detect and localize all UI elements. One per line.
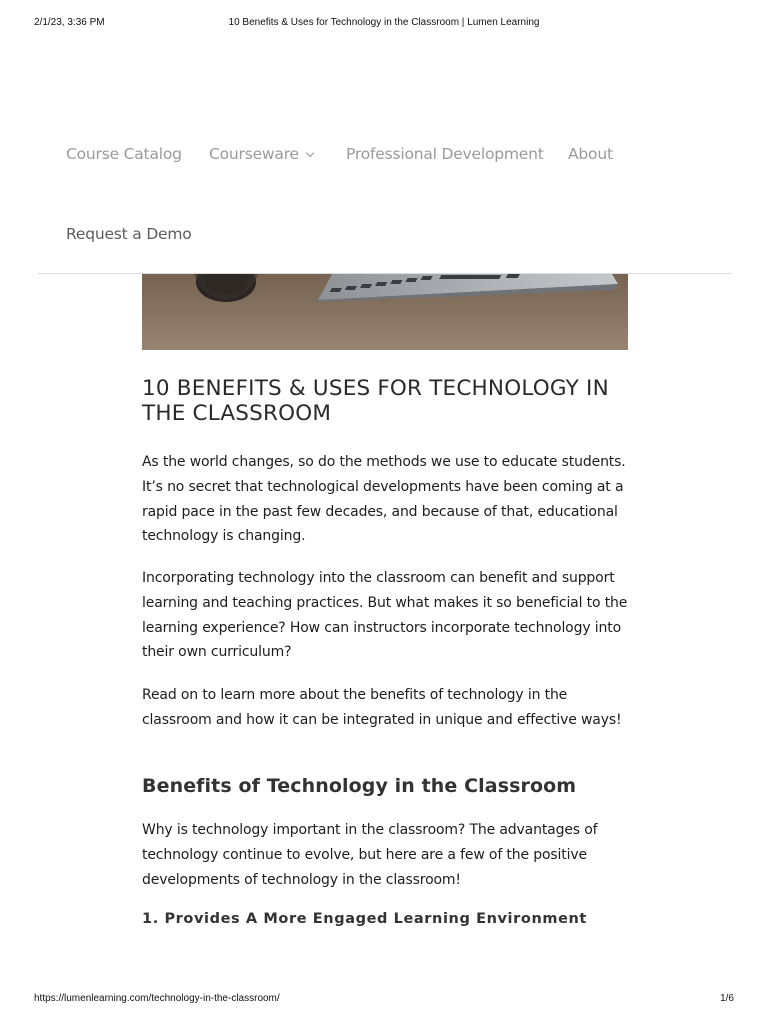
laptop-and-mug-photo bbox=[142, 274, 628, 350]
chevron-down-icon bbox=[306, 149, 314, 157]
print-url: https://lumenlearning.com/technology-in-the-classroom/ bbox=[34, 993, 280, 1004]
article-paragraph-1: As the world changes, so do the methods we use to educate students. It’s no secret that technological developments have been coming at a rapid pace in the past few decades, and because of that, educational technology is changing. bbox=[142, 454, 626, 545]
nav-link-about[interactable]: About bbox=[568, 145, 613, 163]
article-paragraph-3: Read on to learn more about the benefits of technology in the classroom and how it can be integrated in unique and effective ways! bbox=[142, 687, 622, 728]
section-heading: Benefits of Technology in the Classroom bbox=[142, 775, 577, 797]
print-page-number: 1/6 bbox=[720, 993, 734, 1004]
article-title: 10 BENEFITS & USES FOR TECHNOLOGY IN THE CLASSROOM bbox=[142, 376, 609, 426]
nav-link-request-demo[interactable]: Request a Demo bbox=[66, 225, 192, 243]
list-heading: 1. Provides A More Engaged Learning Environment bbox=[142, 911, 587, 927]
main-navigation bbox=[38, 100, 732, 274]
print-document-title: 10 Benefits & Uses for Technology in the Classroom | Lumen Learning bbox=[228, 17, 540, 28]
article bbox=[142, 376, 628, 927]
print-header bbox=[0, 17, 768, 31]
nav-courseware-label: Courseware bbox=[209, 145, 299, 163]
nav-link-courseware[interactable] bbox=[209, 145, 313, 163]
nav-link-professional-development[interactable]: Professional Development bbox=[346, 145, 544, 163]
section-paragraph: Why is technology important in the classroom? The advantages of technology continue to evolve, but here are a few of the positive developments of technology in the classroom! bbox=[142, 822, 598, 888]
article-paragraph-2: Incorporating technology into the classroom can benefit and support learning and teaching practices. But what makes it so beneficial to the learning experience? How can instructors incorporate technology into their own curriculum? bbox=[142, 570, 628, 661]
hero-image bbox=[142, 274, 628, 350]
nav-link-course-catalog[interactable]: Course Catalog bbox=[66, 145, 182, 163]
print-footer bbox=[0, 993, 768, 1007]
print-timestamp: 2/1/23, 3:36 PM bbox=[34, 17, 105, 28]
